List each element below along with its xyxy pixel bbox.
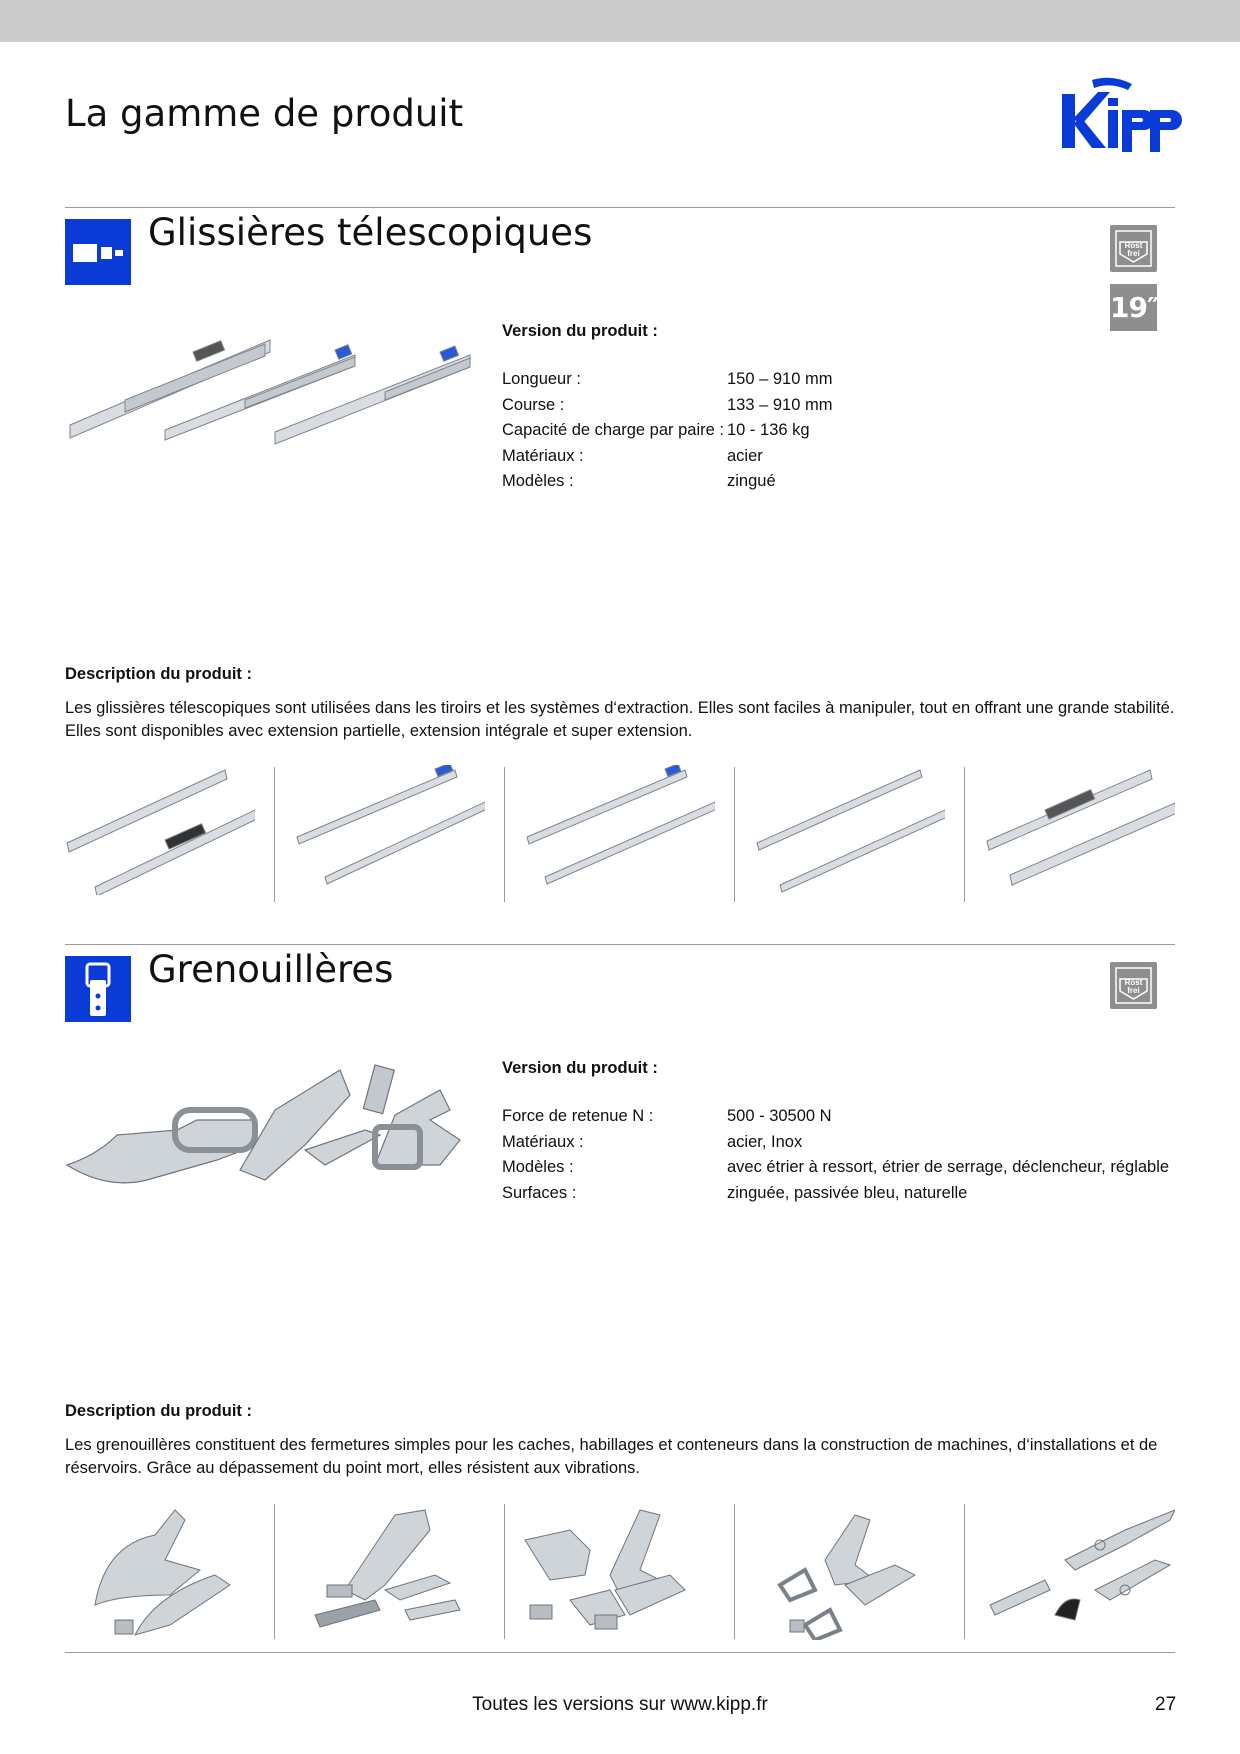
- latch-variant-image: [520, 1505, 700, 1640]
- slide-variant-image: [985, 765, 1175, 895]
- spec-row: [502, 1155, 1169, 1181]
- rostfrei-badge: [1110, 962, 1157, 1009]
- spec-value: avec étrier à ressort, étrier de serrage, déclencheur, réglable: [727, 1158, 1170, 1176]
- thumbnail-separator: [734, 1504, 735, 1639]
- description-label: Description du produit :: [65, 1402, 252, 1420]
- spec-row: [502, 444, 832, 470]
- spec-value: 150 – 910 mm: [727, 370, 833, 388]
- latch-variant-image: [305, 1505, 475, 1640]
- latch-variant-image: [985, 1505, 1175, 1640]
- spec-value: 133 – 910 mm: [727, 395, 833, 414]
- description-text: Les grenouillères constituent des fermetures simples pour les caches, habillages et conteneurs dans la construction de machines, d‘installations et de réservoirs. Grâce au dépassement du point mort, elles résistent aux vibrations.: [65, 1436, 1158, 1477]
- spec-row: [502, 1104, 1169, 1130]
- toggle-latch-icon: [65, 956, 131, 1022]
- version-label: Version du produit :: [502, 322, 658, 340]
- spec-key: Course :: [502, 395, 565, 414]
- spec-key: Surfaces :: [502, 1183, 577, 1202]
- spec-key: Matériaux :: [502, 446, 584, 465]
- kipp-logo: [1062, 72, 1184, 164]
- slide-variant-image: [295, 765, 485, 895]
- spec-row: [502, 1181, 1169, 1207]
- spec-key: Force de retenue N :: [502, 1107, 654, 1125]
- telescopic-slide-icon: [65, 219, 131, 285]
- spec-value: 500 - 30500 N: [727, 1107, 832, 1125]
- thumbnail-separator: [734, 767, 735, 902]
- section-title: Grenouillères: [148, 948, 394, 991]
- page-number: 27: [1155, 1694, 1177, 1715]
- spec-list: [502, 367, 832, 495]
- spec-row: [502, 418, 832, 444]
- slide-variant-image: [65, 765, 255, 895]
- thumbnail-separator: [964, 767, 965, 902]
- spec-key: Longueur :: [502, 370, 581, 388]
- spec-row: [502, 1130, 1169, 1156]
- spec-key: Modèles :: [502, 1158, 574, 1176]
- spec-row: [502, 393, 832, 419]
- spec-key: Modèles :: [502, 472, 574, 490]
- 19-inch-badge: 19″: [1110, 284, 1157, 331]
- footer-text: Toutes les versions sur www.kipp.fr: [472, 1694, 768, 1715]
- rost-text: Rost: [1124, 978, 1143, 987]
- toggle-latches-image: [65, 1055, 475, 1185]
- spec-list: [502, 1104, 1169, 1206]
- section-divider: [65, 207, 1175, 208]
- page-title: La gamme de produit: [65, 92, 464, 135]
- spec-row: [502, 367, 832, 393]
- spec-key: Capacité de charge par paire :: [502, 421, 724, 439]
- section-title: Glissières télescopiques: [148, 211, 593, 254]
- thumbnail-separator: [274, 1504, 275, 1639]
- thumbnail-separator: [504, 767, 505, 902]
- rostfrei-badge: [1110, 225, 1157, 272]
- footer-divider: [65, 1652, 1175, 1653]
- spec-value: zingué: [727, 472, 776, 490]
- spec-row: [502, 469, 832, 495]
- spec-value: acier, Inox: [727, 1132, 803, 1151]
- spec-value: acier: [727, 446, 763, 465]
- thumbnail-separator: [964, 1504, 965, 1639]
- slide-variant-image: [755, 765, 945, 895]
- thumbnail-separator: [504, 1504, 505, 1639]
- spec-value: zinguée, passivée bleu, naturelle: [727, 1183, 968, 1202]
- section-divider: [65, 944, 1175, 945]
- thumbnail-separator: [274, 767, 275, 902]
- spec-key: Matériaux :: [502, 1132, 584, 1151]
- version-label: Version du produit :: [502, 1059, 658, 1077]
- spec-value: 10 - 136 kg: [727, 421, 810, 439]
- rost-text: Rost: [1124, 241, 1143, 250]
- telescopic-slides-image: [65, 330, 475, 450]
- latch-variant-image: [75, 1505, 245, 1640]
- slide-variant-image: [525, 765, 715, 895]
- top-bar: [0, 0, 1240, 42]
- description-label: Description du produit :: [65, 665, 252, 683]
- latch-variant-image: [765, 1505, 935, 1640]
- description-text: Les glissières télescopiques sont utilisées dans les tiroirs et les systèmes d‘extraction. Elles sont faciles à manipuler, tout en offrant une grande stabilité. Elles sont disponibles avec extension partielle, extension intégrale et super extension.: [65, 699, 1175, 740]
- frei-text: frei: [1127, 986, 1140, 995]
- frei-text: frei: [1127, 249, 1140, 258]
